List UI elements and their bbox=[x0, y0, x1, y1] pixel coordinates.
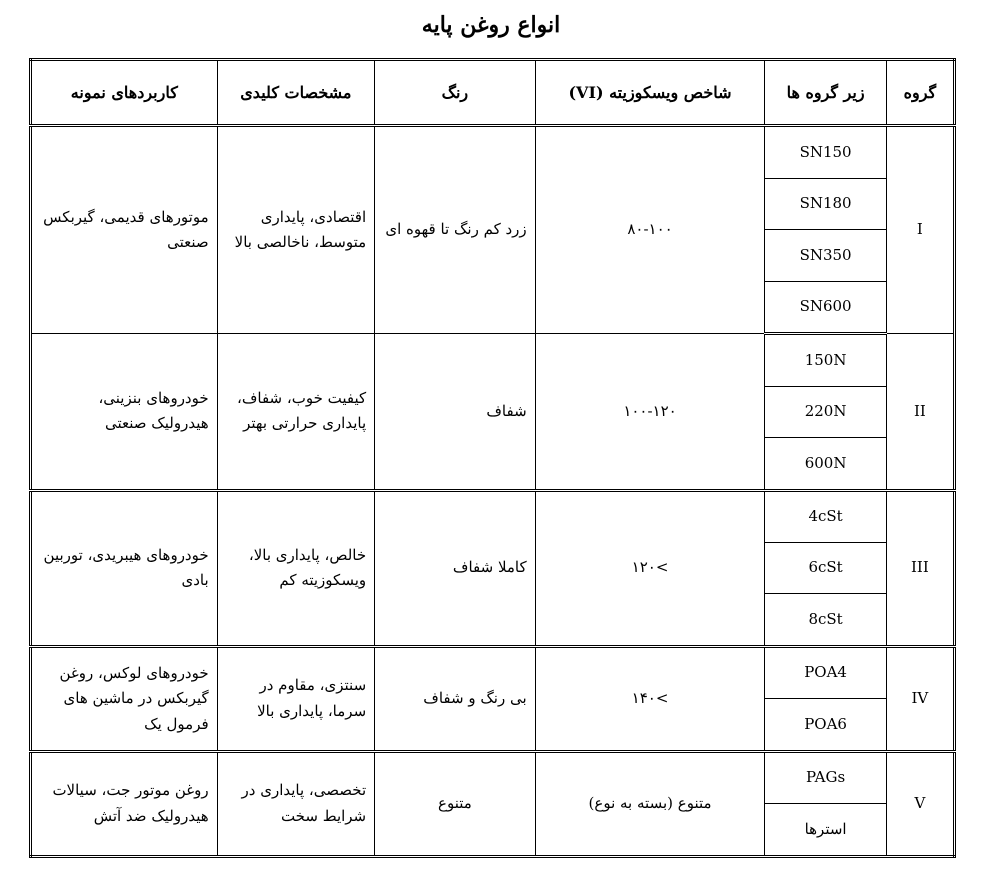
vi-cell: >۱۴۰ bbox=[535, 646, 765, 751]
header-group: گروه bbox=[886, 60, 954, 126]
color-cell: کاملا شفاف bbox=[375, 490, 536, 646]
subgroup-cell: 220N bbox=[765, 386, 886, 437]
applications-cell: خودروهای لوکس، روغن گیربکس در ماشین های فرمول یک bbox=[31, 646, 218, 751]
base-oil-table bbox=[29, 58, 956, 858]
subgroup-cell: SN600 bbox=[765, 281, 886, 334]
vi-cell: ۸۰-۱۰۰ bbox=[535, 126, 765, 334]
table-row bbox=[31, 646, 955, 699]
page-title: انواع روغن پایه bbox=[421, 12, 561, 38]
table-row bbox=[31, 334, 955, 387]
vi-cell: متنوع (بسته به نوع) bbox=[535, 751, 765, 856]
header-vi: شاخص ویسکوزیته (VI) bbox=[535, 60, 765, 126]
color-cell: بی رنگ و شفاف bbox=[375, 646, 536, 751]
subgroup-cell: SN150 bbox=[765, 126, 886, 179]
features-cell: سنتزی، مقاوم در سرما، پایداری بالا bbox=[217, 646, 375, 751]
vi-cell: >۱۲۰ bbox=[535, 490, 765, 646]
subgroup-cell: SN350 bbox=[765, 230, 886, 281]
applications-cell: خودروهای بنزینی، هیدرولیک صنعتی bbox=[31, 334, 218, 490]
group-cell: I bbox=[886, 126, 954, 334]
color-cell: شفاف bbox=[375, 334, 536, 490]
table-row bbox=[31, 490, 955, 543]
subgroup-cell: 8cSt bbox=[765, 594, 886, 647]
vi-cell: ۱۰۰-۱۲۰ bbox=[535, 334, 765, 490]
table-header-row bbox=[31, 60, 955, 126]
features-cell: کیفیت خوب، شفاف، پایداری حرارتی بهتر bbox=[217, 334, 375, 490]
subgroup-cell: 6cSt bbox=[765, 543, 886, 594]
subgroup-cell: SN180 bbox=[765, 178, 886, 229]
features-cell: تخصصی، پایداری در شرایط سخت bbox=[217, 751, 375, 856]
subgroup-cell: 150N bbox=[765, 334, 886, 387]
group-cell: III bbox=[886, 490, 954, 646]
subgroup-cell: 600N bbox=[765, 438, 886, 491]
header-color: رنگ bbox=[375, 60, 536, 126]
color-cell: زرد کم رنگ تا قهوه ای bbox=[375, 126, 536, 334]
subgroup-cell: POA6 bbox=[765, 699, 886, 752]
features-cell: خالص، پایداری بالا، ویسکوزیته کم bbox=[217, 490, 375, 646]
color-cell: متنوع bbox=[375, 751, 536, 856]
header-applications: کاربردهای نمونه bbox=[31, 60, 218, 126]
table-row bbox=[31, 751, 955, 804]
group-cell: IV bbox=[886, 646, 954, 751]
features-cell: اقتصادی، پایداری متوسط، ناخالصی بالا bbox=[217, 126, 375, 334]
group-cell: V bbox=[886, 751, 954, 856]
applications-cell: خودروهای هیبریدی، توربین بادی bbox=[31, 490, 218, 646]
header-features: مشخصات کلیدی bbox=[217, 60, 375, 126]
subgroup-cell: استرها bbox=[765, 804, 886, 857]
group-cell: II bbox=[886, 334, 954, 490]
subgroup-cell: POA4 bbox=[765, 646, 886, 699]
header-subgroups: زیر گروه ها bbox=[765, 60, 886, 126]
subgroup-cell: 4cSt bbox=[765, 490, 886, 543]
applications-cell: روغن موتور جت، سیالات هیدرولیک ضد آتش bbox=[31, 751, 218, 856]
subgroup-cell: PAGs bbox=[765, 751, 886, 804]
applications-cell: موتورهای قدیمی، گیربکس صنعتی bbox=[31, 126, 218, 334]
table-row bbox=[31, 126, 955, 179]
